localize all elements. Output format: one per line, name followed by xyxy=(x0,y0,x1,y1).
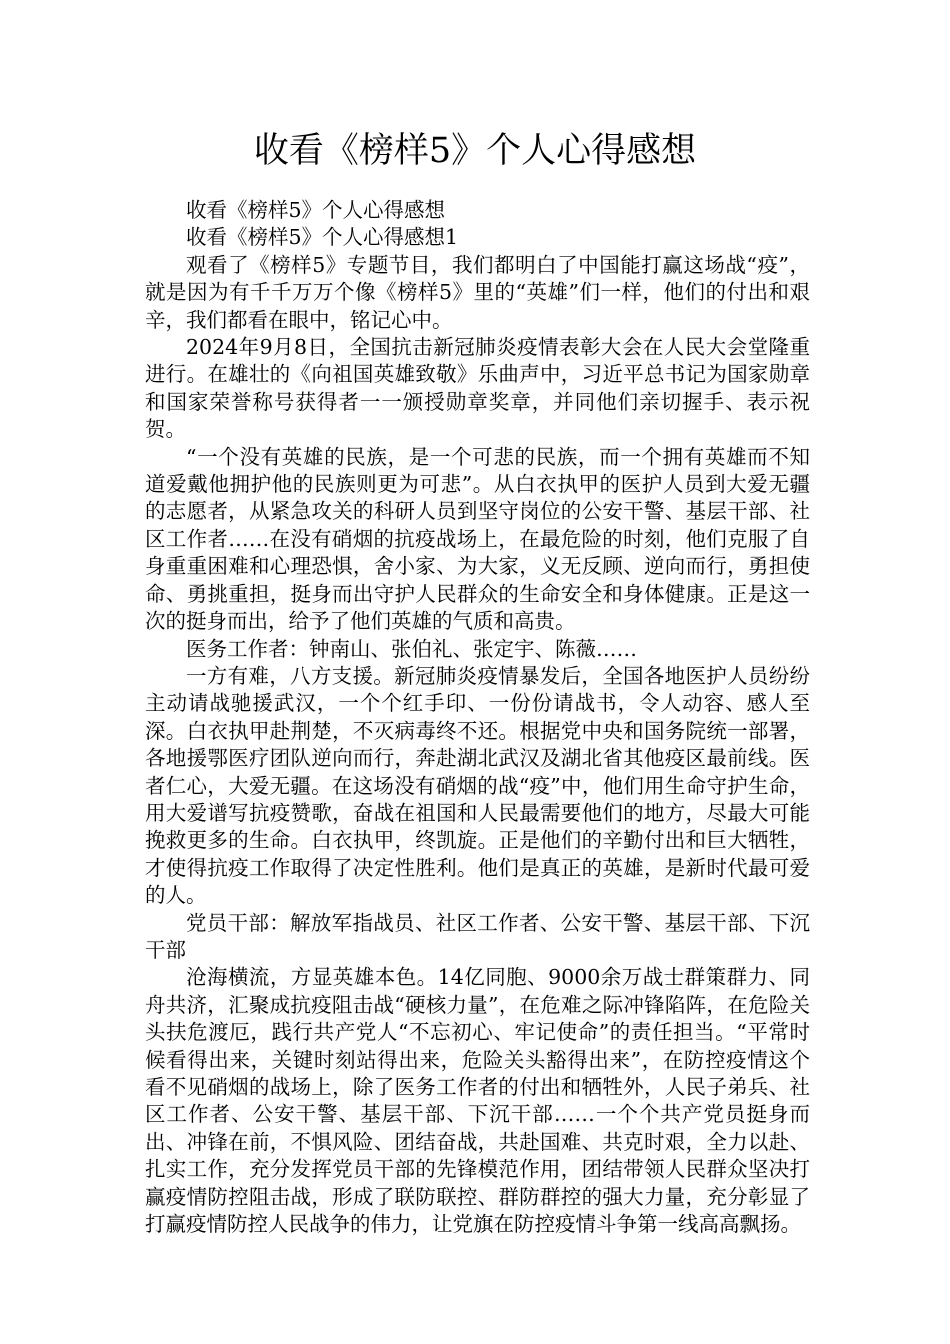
paragraph: “一个没有英雄的民族，是一个可悲的民族，而一个拥有英雄而不知道爱戴他拥护他的民族则更为可悲”。从白衣执甲的医护人员到大爱无疆的志愿者，从紧急攻关的科研人员到坚守岗位的公安干警、基层干部、社区工作者……在没有硝烟的抗疫战场上，在最危险的时刻，他们克服了自身重重困难和心理恐惧，舍小家、为大家，义无反顾、逆向而行，勇担使命、勇挑重担，挺身而出守护人民群众的生命安全和身体健康。正是这一次的挺身而出，给予了他们英雄的气质和高贵。 xyxy=(145,444,810,634)
paragraph: 沧海横流，方显英雄本色。14亿同胞、9000余万战士群策群力、同舟共济，汇聚成抗疫阻击战“硬核力量”，在危难之际冲锋陷阵，在危险关头扶危渡厄，践行共产党人“不忘初心、牢记使命”的责任担当。“平常时候看得出来，关键时刻站得出来，危险关头豁得出来”，在防控疫情这个看不见硝烟的战场上，除了医务工作者的付出和牺牲外，人民子弟兵、社区工作者、公安干警、基层干部、下沉干部……一个个共产党员挺身而出、冲锋在前，不惧风险、团结奋战，共赴国难、共克时艰，全力以赴、扎实工作，充分发挥党员干部的先锋模范作用，团结带领人民群众坚决打赢疫情防控阻击战，形成了联防联控、群防群控的强大力量，充分彰显了打赢疫情防控人民战争的伟力，让党旗在防控疫情斗争第一线高高飘扬。 xyxy=(145,965,810,1237)
document-body xyxy=(145,197,810,1238)
paragraph: 医务工作者：钟南山、张伯礼、张定宇、陈薇…… xyxy=(186,636,637,661)
paragraph: 收看《榜样5》个人心得感想1 xyxy=(186,225,459,250)
paragraph: 收看《榜样5》个人心得感想 xyxy=(186,198,446,222)
paragraph: 2024年9月8日，全国抗击新冠肺炎疫情表彰大会在人民大会堂隆重进行。在雄壮的《向祖国英雄致敬》乐曲声中，习近平总书记为国家勋章和国家荣誉称号获得者一一颁授勋章奖章，并同他们亲切握手、表示祝贺。 xyxy=(145,335,810,442)
paragraph: 一方有难，八方支援。新冠肺炎疫情暴发后，全国各地医护人员纷纷主动请战驰援武汉，一个个红手印、一份份请战书，令人动容、感人至深。白衣执甲赴荆楚，不灭病毒终不还。根据党中央和国务院统一部署，各地援鄂医疗团队逆向而行，奔赴湖北武汉及湖北省其他疫区最前线。医者仁心，大爱无疆。在这场没有硝烟的战“疫”中，他们用生命守护生命，用大爱谱写抗疫赞歌，奋战在祖国和人民最需要他们的地方，尽最大可能挽救更多的生命。白衣执甲，终凯旋。正是他们的辛勤付出和巨大牺牲，才使得抗疫工作取得了决定性胜利。他们是真正的英雄，是新时代最可爱的人。 xyxy=(145,663,810,908)
paragraph: 党员干部：解放军指战员、社区工作者、公安干警、基层干部、下沉干部 xyxy=(145,910,810,962)
paragraph: 观看了《榜样5》专题节目，我们都明白了中国能打赢这场战“疫”，就是因为有千千万万个像《榜样5》里的“英雄”们一样，他们的付出和艰辛，我们都看在眼中，铭记心中。 xyxy=(145,252,810,332)
document-title: 收看《榜样5》个人心得感想 xyxy=(253,131,697,171)
